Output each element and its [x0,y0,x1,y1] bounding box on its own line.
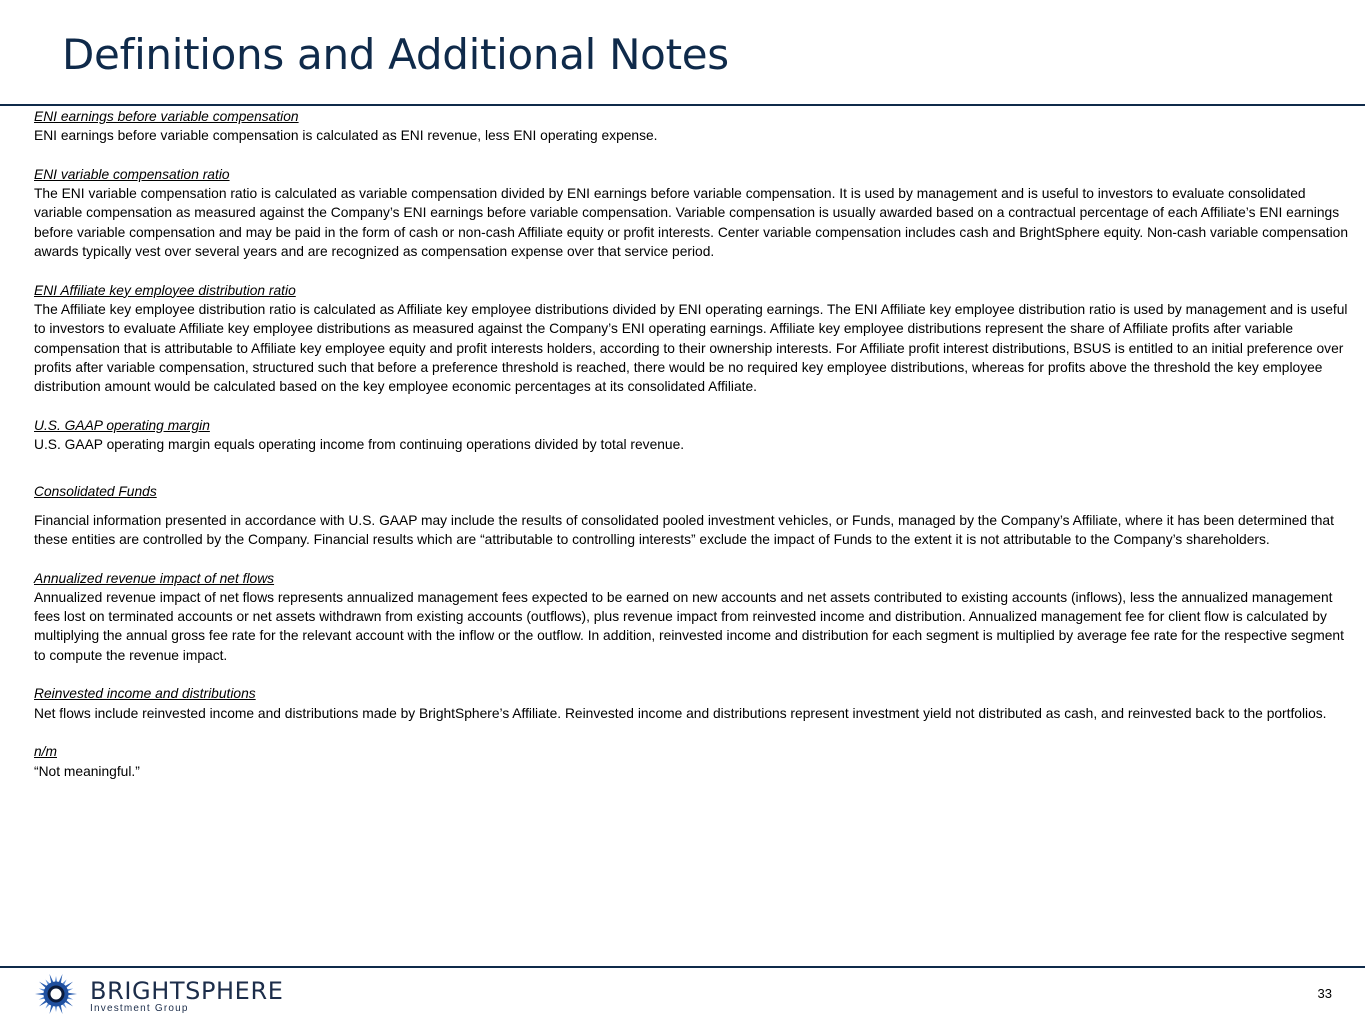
logo-subtitle: Investment Group [90,1003,189,1014]
definition-heading: ENI earnings before variable compensation [34,109,299,124]
definition-body: The ENI variable compensation ratio is calculated as variable compensation divided by ENI earnings before variable compensation. It is used by management and is useful to investors to evaluate consolidated variable compensation as measured against the Company’s ENI earnings before variable compensation. Variable compensation is usually awarded based on a contractual percentage of each Affiliate’s ENI earnings before variable compensation and may be paid in the form of cash or non-cash Affiliate equity or profit interests. Center variable compensation includes cash and BrightSphere equity. Non-cash variable compensation awards typically vest over several years and are recognized as compensation expense over that service period. [34,186,1348,260]
definition-eni-variable-compensation-ratio [34,165,1356,261]
definition-body: The Affiliate key employee distribution ratio is calculated as Affiliate key employee distributions divided by ENI operating earnings. The ENI Affiliate key employee distribution ratio is used by management and is useful to investors to evaluate Affiliate key employee distributions as measured against the Company’s ENI operating earnings. Affiliate key employee distributions represent the share of Affiliate profits after variable compensation that is attributable to Affiliate key employee equity and profit interests holders, according to their ownership interests. For Affiliate profit interest distributions, BSUS is entitled to an initial preference over profits after variable compensation, structured such that before a preference threshold is reached, there would be no required key employee distributions, whereas for profits above the threshold the key employee distribution amount would be calculated based on the key employee economic percentages at its consolidated Affiliate. [34,301,1348,395]
definition-body: “Not meaningful.” [34,763,140,779]
definition-eni-earnings [34,107,1356,146]
page-number: 33 [1317,986,1332,1001]
definition-reinvested-income [34,684,1356,723]
definition-heading: n/m [34,744,57,760]
definition-body: Net flows include reinvested income and distributions made by BrightSphere’s Affiliate. Reinvested income and distributions represent investment yield not distributed as cash, and reinvested back to the portfolios. [34,705,1327,721]
definition-heading: Annualized revenue impact of net flows [34,570,275,586]
definition-heading: U.S. GAAP operating margin [34,417,210,433]
footer-divider [0,966,1365,968]
definition-heading: Consolidated Funds [34,484,157,500]
definition-body: U.S. GAAP operating margin equals operating income from continuing operations divided by total revenue. [34,437,685,453]
definition-body: ENI earnings before variable compensation is calculated as ENI revenue, less ENI operating expense. [34,128,658,144]
page-title: Definitions and Additional Notes [62,30,729,79]
definitions-list [34,107,1356,800]
header-divider [0,104,1365,106]
definition-key-employee-distribution-ratio [34,281,1356,397]
sunburst-logo-icon [34,972,78,1016]
definition-heading: Reinvested income and distributions [34,686,256,702]
logo-wordmark: BRIGHTSPHERE [90,977,284,1005]
definition-not-meaningful [34,742,1356,781]
definition-body: Annualized revenue impact of net flows represents annualized management fees expected to be earned on new accounts and net assets contributed to existing accounts (inflows), less the annualized management fees lost on terminated accounts or net assets withdrawn from existing accounts (outflows), plus revenue impact from reinvested income and distribution. Annualized management fee for client flow is calculated by multiplying the annual gross fee rate for the relevant account with the inflow or the outflow. In addition, reinvested income and distribution for each segment is multiplied by average fee rate for the respective segment to compute the revenue impact. [34,589,1344,663]
brightsphere-logo [34,972,284,1016]
definition-heading: ENI variable compensation ratio [34,166,230,182]
definition-gaap-operating-margin [34,416,1356,455]
definition-heading: ENI Affiliate key employee distribution ratio [34,282,296,298]
definition-annualized-revenue-impact [34,569,1356,665]
definition-body: Financial information presented in accordance with U.S. GAAP may include the results of consolidated pooled investment vehicles, or Funds, managed by the Company’s Affiliate, where it has been determined that these entities are controlled by the Company. Financial results which are “attributable to controlling interests” exclude the impact of Funds to the extent it is not attributable to the Company’s shareholders. [34,512,1334,547]
definition-consolidated-funds [34,482,1356,549]
